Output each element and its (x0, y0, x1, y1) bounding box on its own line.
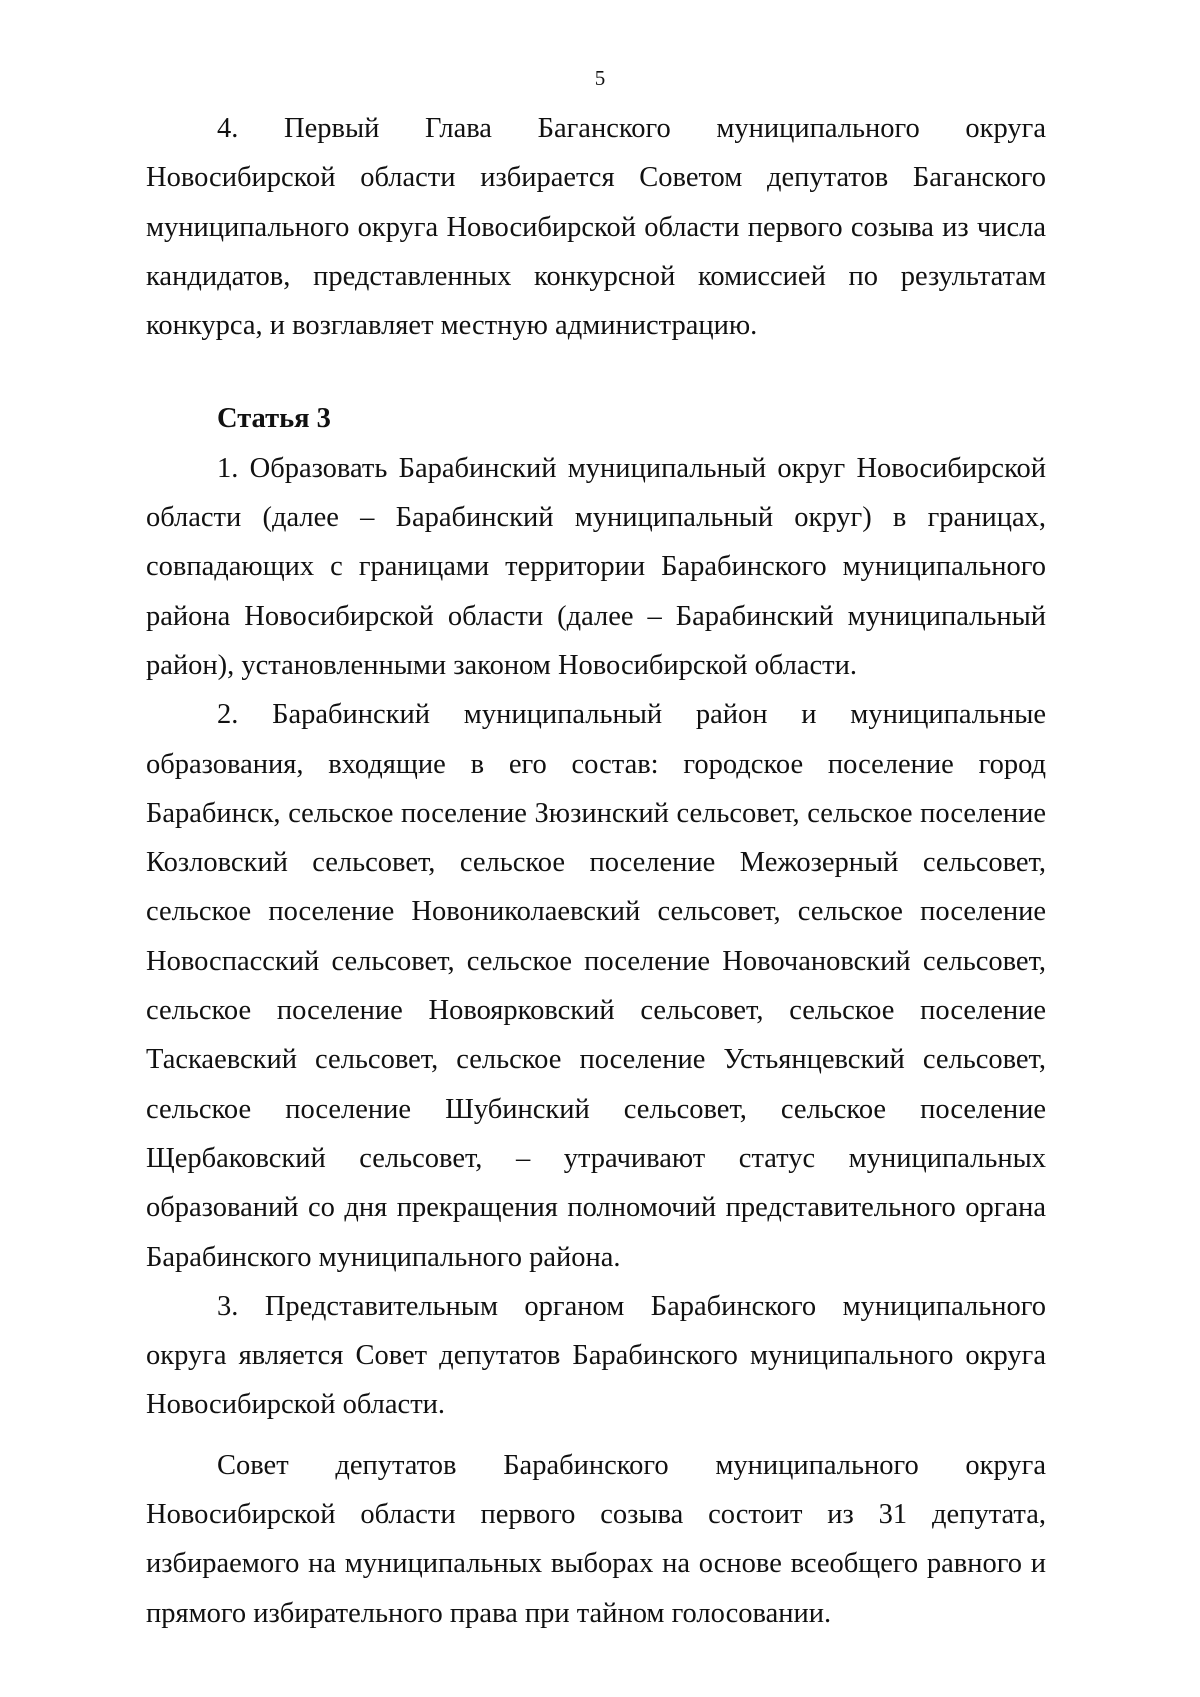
page-number: 5 (594, 66, 606, 90)
paragraph-article3-item2: 2. Барабинский муниципальный район и муниципальные образования, входящие в его состав: городское поселение город Барабинск, сельское поселение Зюзинский сельсовет, сельское поселение Козловский сельсовет, сельское поселение Межозерный сельсовет, сельское поселение Новониколаевский сельсовет, сельское поселение Новоспасский сельсовет, сельское поселение Новочановский сельсовет, сельское поселение Новоярковский сельсовет, сельское поселение Таскаевский сельсовет, сельское поселение Устьянцевский сельсовет, сельское поселение Шубинский сельсовет, сельское поселение Щербаковский сельсовет, – утрачивают статус муниципальных образований со дня прекращения полномочий представительного органа Барабинского муниципального района. (146, 699, 1046, 1273)
paragraph-article3-item3: 3. Представительным органом Барабинского муниципального округа является Совет депутатов Барабинского муниципального округа Новосибирской области. (146, 1290, 1046, 1421)
article-heading: Статья 3 (217, 403, 331, 435)
paragraph-article2-item4: 4. Первый Глава Баганского муниципального округа Новосибирской области избирается Советом депутатов Баганского муниципального округа Новосибирской области первого созыва из числа кандидатов, представленных конкурсной комиссией по результатам конкурса, и возглавляет местную администрацию. (146, 113, 1046, 342)
paragraph-article3-council: Совет депутатов Барабинского муниципального округа Новосибирской области первого созыва состоит из 31 депутата, избираемого на муниципальных выборах на основе всеобщего равного и прямого избирательного права при тайном голосовании. (146, 1449, 1046, 1629)
document-body (146, 104, 1046, 1638)
paragraph-article3-item1: 1. Образовать Барабинский муниципальный округ Новосибирской области (далее – Барабинский муниципальный округ) в границах, совпадающих с границами территории Барабинского муниципального района Новосибирской области (далее – Барабинский муниципальный район), установленными законом Новосибирской области. (146, 452, 1046, 681)
